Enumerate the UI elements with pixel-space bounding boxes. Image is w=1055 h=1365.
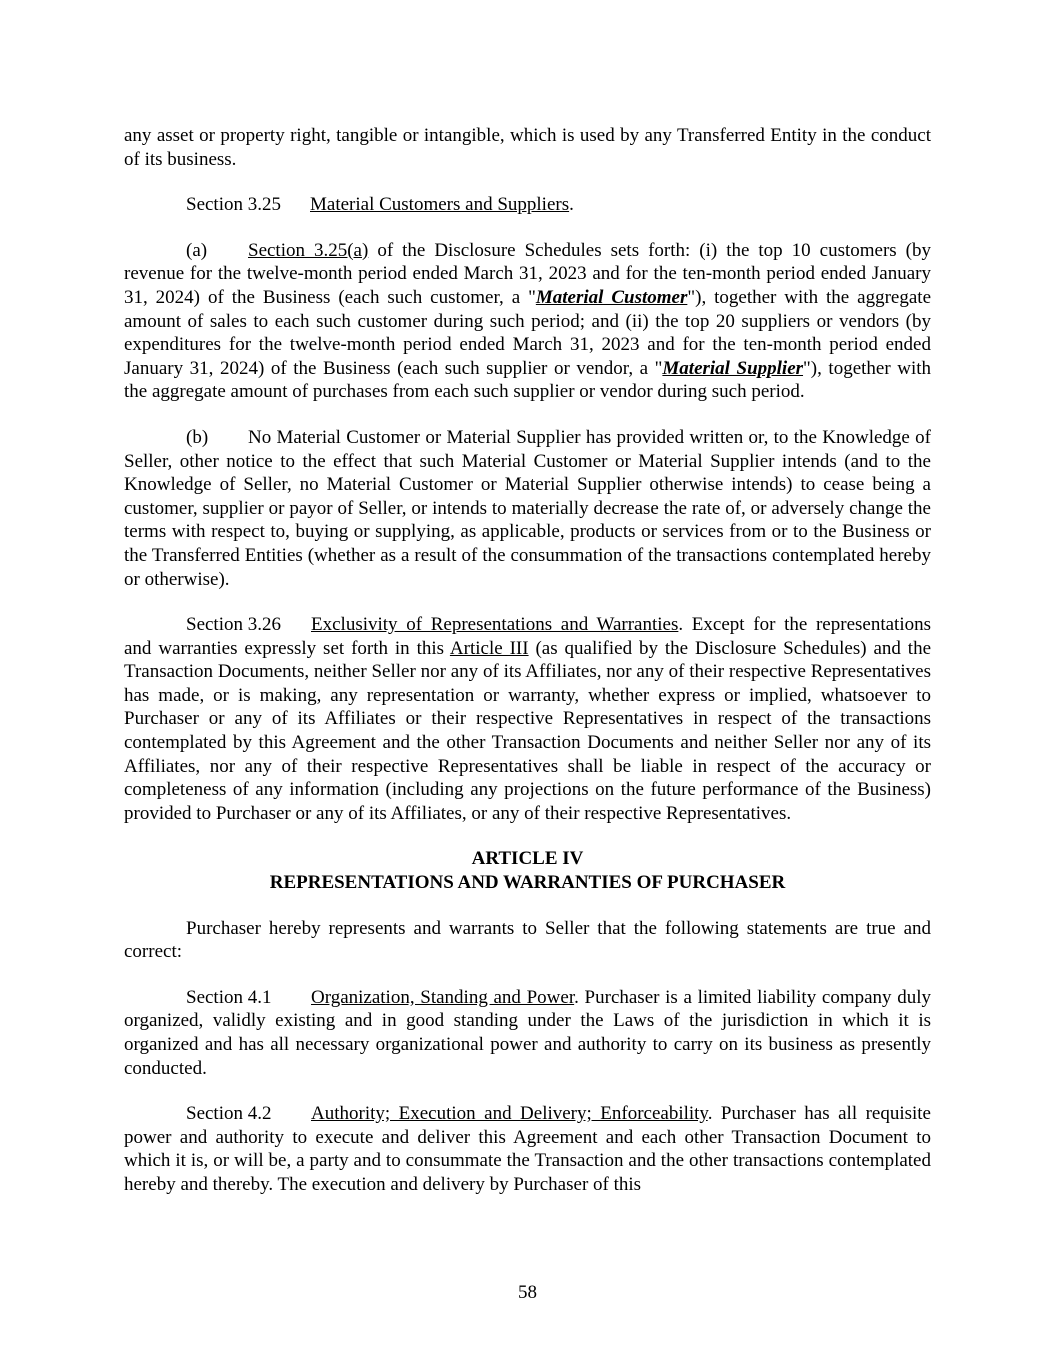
- section-4-2-paragraph: Section 4.2 Authority; Execution and Delivery; Enforceability. Purchaser has all requisite power and authority to execute and deliver this Agreement and each other Transaction Document to which it is, or will be, a party and to consummate the Transaction and the other transactions contemplated hereby and thereby. The execution and delivery by Purchaser of this: [124, 1103, 931, 1195]
- page-number: 58: [518, 1282, 537, 1303]
- clause-label: (b): [186, 426, 209, 448]
- section-3-26-paragraph: Section 3.26 Exclusivity of Representations and Warranties. Except for the representations and warranties expressly set forth in this Article III (as qualified by the Disclosure Schedules) and the Transaction Documents, neither Seller nor any of its Affiliates, nor any of their respective Representatives has made, or is making, any representation or warranty, whether express or implied, whatsoever to Purchaser or any of its Affiliates or their respective Representatives in respect of the transactions contemplated by this Agreement and the other Transaction Documents and neither Seller nor any of its Affiliates, nor any of their respective Representatives shall be liable in respect of the accuracy or completeness of any information (including any projections on the future performance of the Business) provided to Purchaser or any of its Affiliates, or any of their respective Representatives.: [124, 614, 932, 824]
- intro-paragraph: any asset or property right, tangible or intangible, which is used by any Transferred Entity in the conduct of its business.: [124, 125, 931, 170]
- document-page: [124, 124, 931, 1197]
- cross-reference: Section 3.25(a): [248, 239, 369, 261]
- section-3-25-a-paragraph: (a) Section 3.25(a) of the Disclosure Schedules sets forth: (i) the top 10 customers (by revenue for the twelve-month period ended March 31, 2023 and for the ten-month period ended January 31, 2024) of the Business (each such customer, a "Material Customer"), together with the aggregate amount of sales to each such customer during such period; and (ii) the top 20 suppliers or vendors (by expenditures for the twelve-month period ended March 31, 2023 and for the ten-month period ended January 31, 2024) of the Business (each such supplier or vendor, a "Material Supplier"), together with the aggregate amount of purchases from each such supplier or vendor during such period.: [124, 239, 932, 403]
- section-number: Section 4.1: [186, 986, 272, 1008]
- section-title: Material Customers and Suppliers: [310, 194, 570, 216]
- article-title: REPRESENTATIONS AND WARRANTIES OF PURCHASER: [269, 872, 786, 894]
- section-number: Section 3.26: [186, 614, 281, 636]
- section-3-25-heading: Section 3.25 Material Customers and Suppliers.: [186, 194, 574, 216]
- defined-term: Material Supplier: [662, 357, 804, 379]
- clause-label: (a): [186, 239, 208, 261]
- section-title: Organization, Standing and Power: [311, 986, 575, 1008]
- section-title: Exclusivity of Representations and Warranties: [311, 614, 679, 636]
- section-number: Section 4.2: [186, 1103, 272, 1125]
- section-title: Authority; Execution and Delivery; Enforceability: [311, 1103, 708, 1125]
- article-number: ARTICLE IV: [471, 848, 584, 870]
- defined-term: Material Customer: [535, 286, 688, 308]
- section-number: Section 3.25: [186, 194, 281, 216]
- section-3-25-b-paragraph: (b) No Material Customer or Material Supplier has provided written or, to the Knowledge of Seller, other notice to the effect that such Material Customer or Material Supplier intends (and to the Knowledge of Seller, no Material Customer or Material Supplier otherwise intends) to cease being a customer, supplier or payor of Seller, or intends to materially decrease the rate of, or adversely change the terms with respect to, buying or supplying, as applicable, products or services from or to the Business or the Transferred Entities (whether as a result of the consummation of the transactions contemplated hereby or otherwise).: [124, 426, 931, 590]
- purchaser-intro-paragraph: Purchaser hereby represents and warrants to Seller that the following statements are true and correct:: [124, 917, 931, 963]
- section-4-1-paragraph: Section 4.1 Organization, Standing and Power. Purchaser is a limited liability company duly organized, validly existing and in good standing under the Laws of the jurisdiction in which it is organized and has all necessary organizational power and authority to carry on its business as presently conducted.: [124, 986, 931, 1079]
- article-heading: [124, 847, 931, 894]
- cross-reference: Article III: [449, 637, 529, 659]
